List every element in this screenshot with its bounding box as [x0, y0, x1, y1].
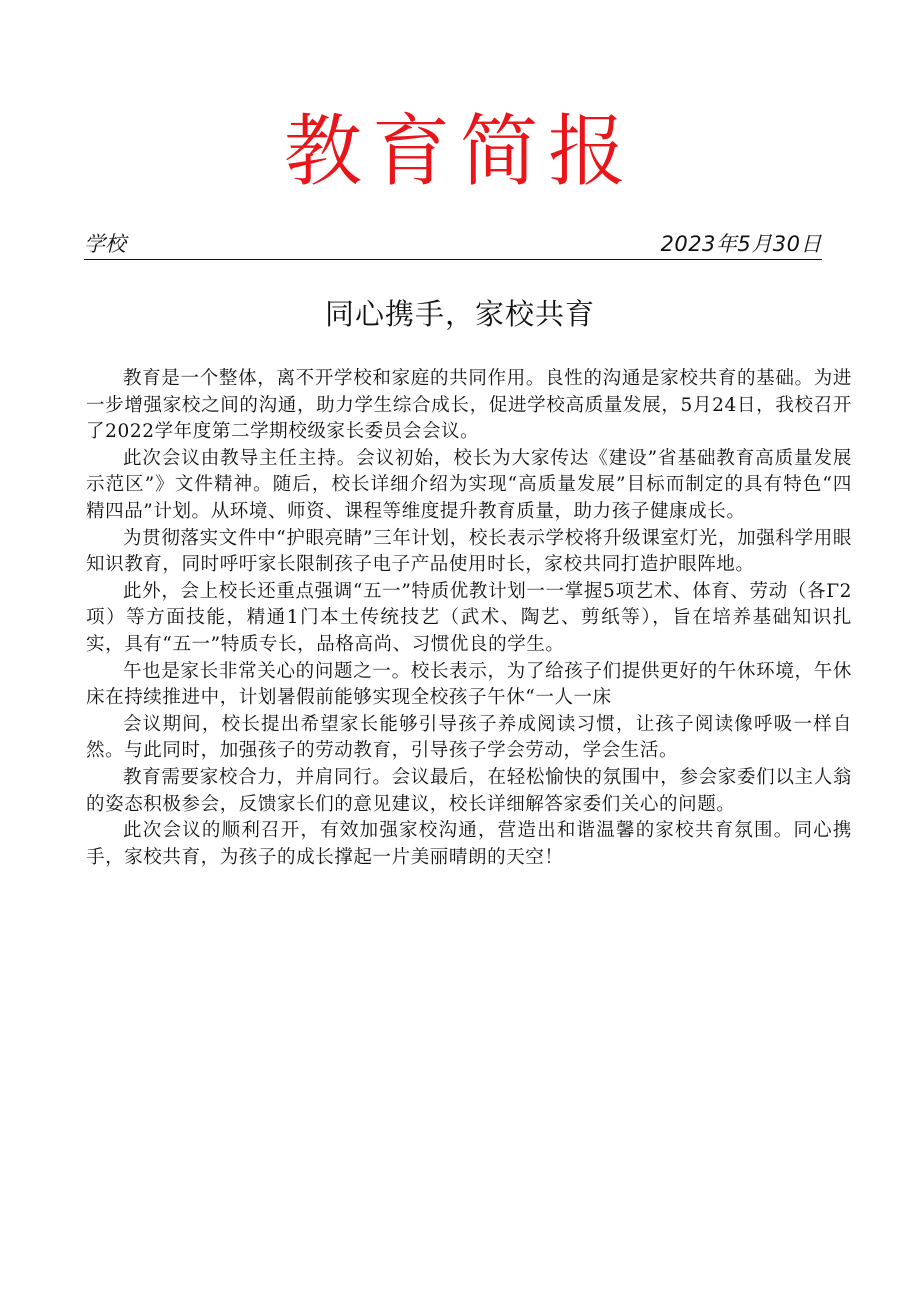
meta-divider: [84, 259, 822, 260]
issue-date: 2023年5月30日: [660, 232, 822, 256]
article-title: 同心携手，家校共育: [324, 297, 595, 331]
paragraph: 此次会议的顺利召开，有效加强家校沟通，营造出和谐温馨的家校共育氛围。同心携手，家校共育，为孩子的成长撑起一片美丽晴朗的天空！: [86, 820, 852, 868]
paragraph: 为贯彻落实文件中“护眼亮睛”三年计划，校长表示学校将升级课室灯光，加强科学用眼知识教育，同时呼吁家长限制孩子电子产品使用时长，家校共同打造护眼阵地。: [86, 527, 852, 576]
school-label: 学校: [84, 232, 126, 256]
paragraph: 此次会议由教导主任主持。会议初始，校长为大家传达《建设”省基础教育高质量发展示范区”》文件精神。随后，校长详细介绍为实现“高质量发展”目标而制定的具有特色“四精四品”计划。从环境、师资、课程等维度提升教育质量，助力孩子健康成长。: [86, 447, 852, 522]
meta-row: [84, 229, 822, 261]
masthead-title: 教育简报: [283, 107, 636, 197]
paragraph: 教育需要家校合力，并肩同行。会议最后，在轻松愉快的氛围中，参会家委们以主人翁的姿态积极参会，反馈家长们的意见建议，校长详细解答家委们关心的问题。: [86, 766, 852, 815]
paragraph: 会议期间，校长提出希望家长能够引导孩子养成阅读习惯，让孩子阅读像呼吸一样自然。与此同时，加强孩子的劳动教育，引导孩子学会劳动，学会生活。: [86, 713, 852, 762]
paragraph: 此外，会上校长还重点强调“五一”特质优教计划一一掌握5项艺术、体育、劳动（各Γ2项）等方面技能，精通1门本土传统技艺（武术、陶艺、剪纸等），旨在培养基础知识扎实，具有“五一”特质专长，品格高尚、习惯优良的学生。: [86, 580, 852, 655]
paragraph: 教育是一个整体，离不开学校和家庭的共同作用。良性的沟通是家校共育的基础。为进一步增强家校之间的沟通，助力学生综合成长，促进学校高质量发展，5月24日，我校召开了2022学年度第二学期校级家长委员会会议。: [86, 368, 852, 443]
paragraph: 午也是家长非常关心的问题之一。校长表示，为了给孩子们提供更好的午休环境，午休床在持续推进中，计划暑假前能够实现全校孩子午休“一人一床: [86, 660, 852, 709]
article-body: [86, 366, 852, 871]
